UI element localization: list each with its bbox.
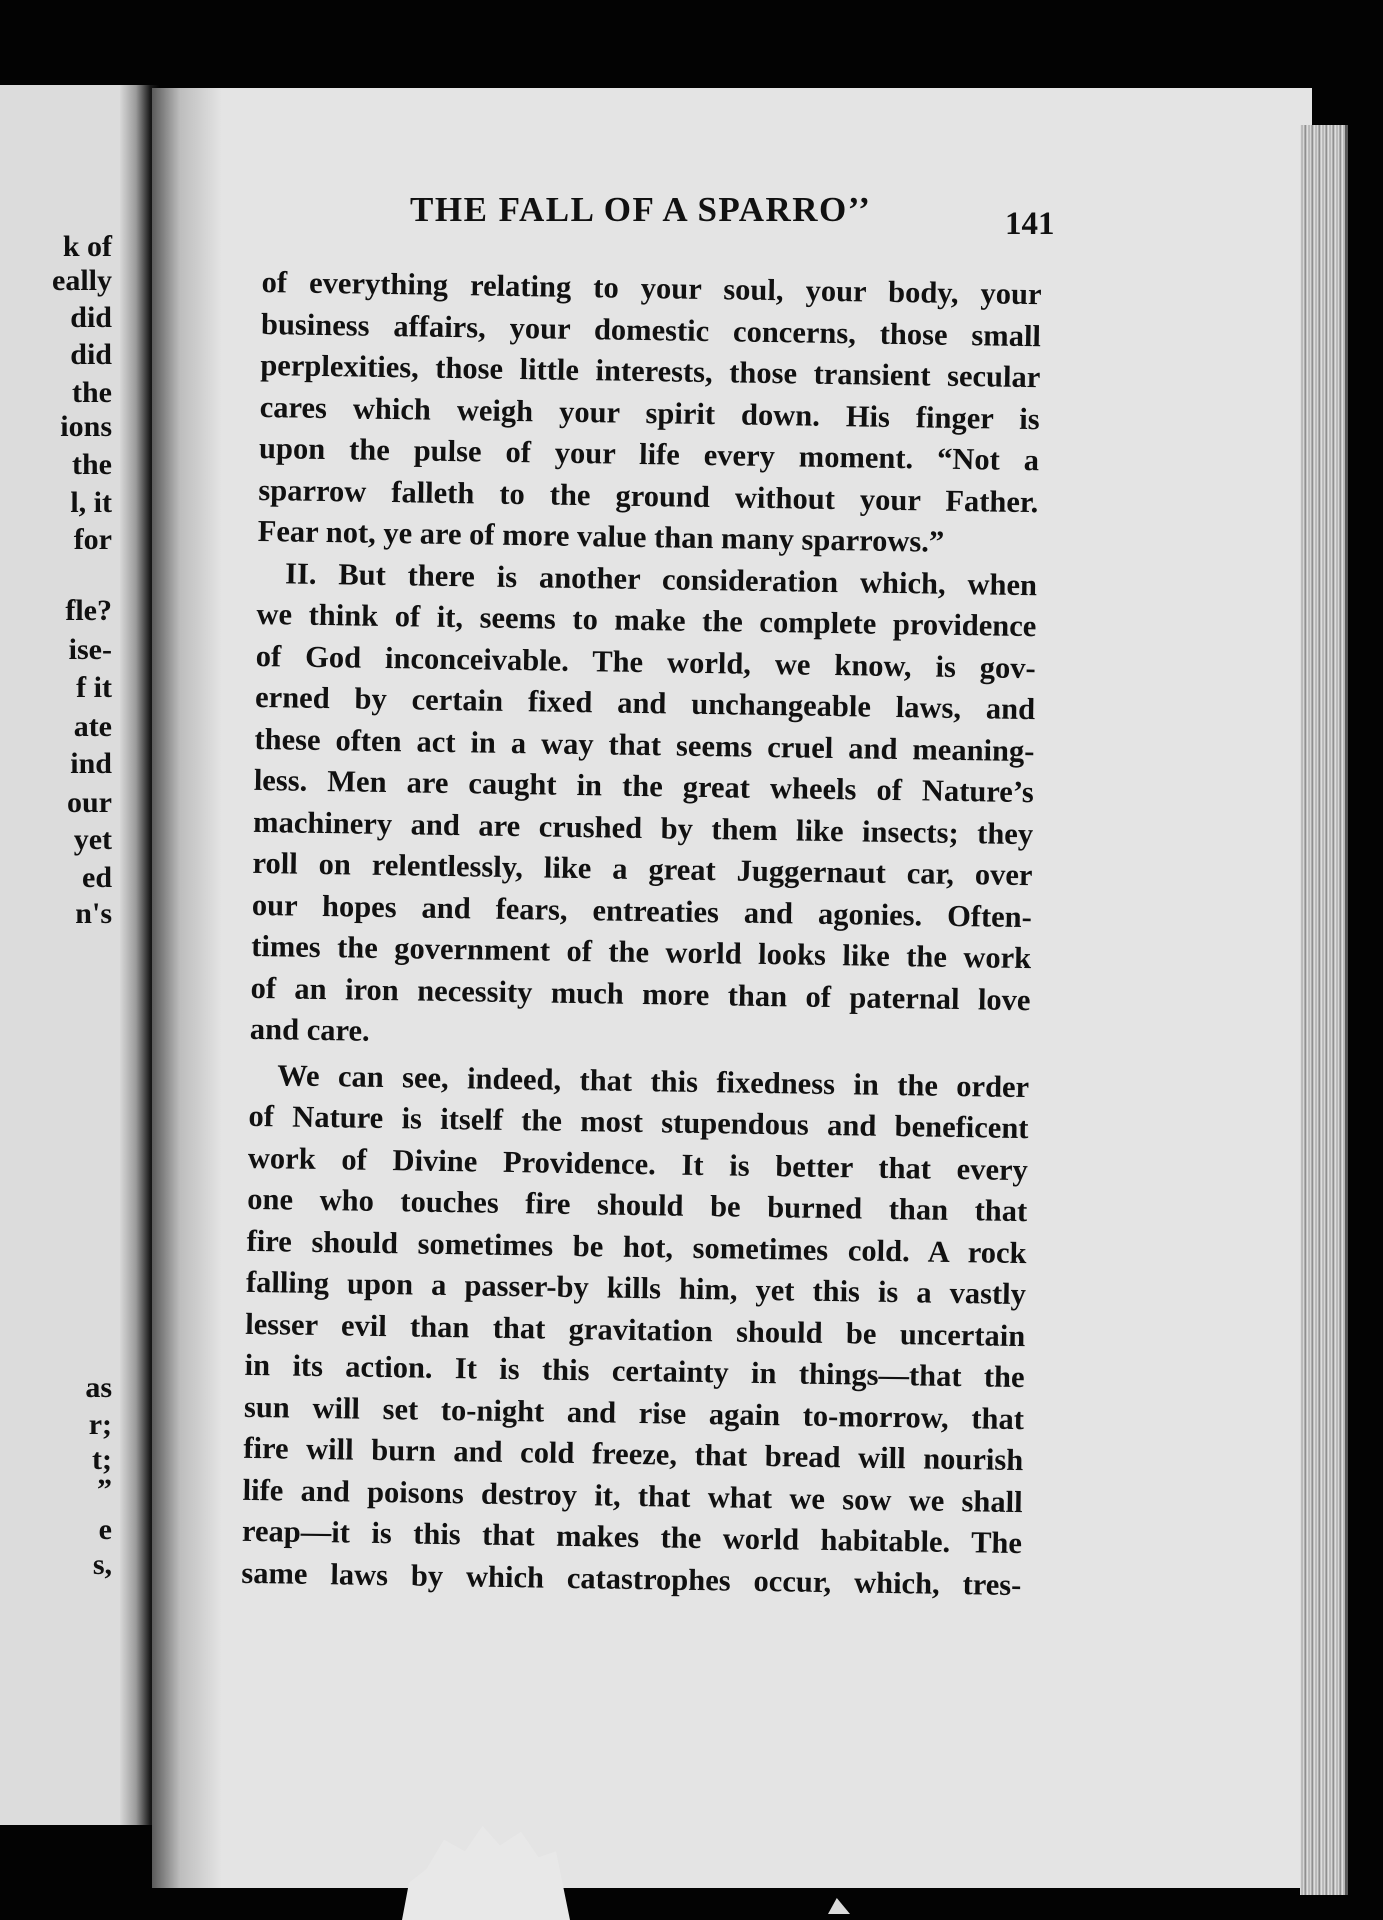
text-line: sparrow falleth to the ground without your Father.	[258, 472, 1039, 519]
text-line: of God inconceivable. The world, we know, is gov-	[255, 638, 1036, 685]
left-page-fragment: as	[85, 1371, 112, 1404]
text-line: times the government of the world looks like the work	[250, 928, 1032, 976]
left-page-fragment: eally	[52, 264, 112, 297]
text-line: less. Men are caught in the great wheels of Nature’s	[253, 762, 1035, 810]
left-page-fragment: did	[70, 338, 112, 371]
left-page-fragment: yet	[73, 823, 112, 856]
text-line: erned by certain fixed and unchangeable laws, and	[254, 679, 1036, 727]
left-page-fragment: ”	[97, 1473, 112, 1506]
left-page-fragment: ions	[60, 410, 112, 443]
text-line: lesser evil than that gravitation should be uncertain	[245, 1306, 1026, 1353]
text-line: reap—it is this that makes the world habitable. The	[241, 1513, 1023, 1561]
body-text	[241, 262, 1042, 1606]
text-line: We can see, indeed, that this fixedness in the order	[276, 1057, 1030, 1104]
left-page-fragment: n's	[75, 897, 112, 930]
text-line: roll on relentlessly, like a great Juggernaut car, over	[252, 845, 1033, 893]
left-page-fragment: did	[70, 301, 112, 334]
running-head: THE FALL OF A SPARRO’’	[410, 190, 872, 229]
left-page-fragment: e	[98, 1513, 112, 1546]
text-line: one who touches fire should be burned than that	[247, 1181, 1028, 1229]
text-line: same laws by which catastrophes occur, which, tres-	[241, 1555, 1022, 1602]
text-line: falling upon a passer-by kills him, yet this is a vastly	[245, 1264, 1027, 1312]
text-line: our hopes and fears, entreaties and agonies. Often-	[251, 887, 1033, 934]
text-line: fire will burn and cold freeze, that bread will nourish	[243, 1430, 1024, 1478]
text-line: we think of it, seems to make the complete providence	[256, 596, 1037, 644]
left-page-fragment: the	[72, 448, 112, 481]
text-line: in its action. It is this certainty in things—that the	[244, 1347, 1025, 1395]
text-line: Fear not, ye are of more value than many sparrows.”	[257, 513, 945, 559]
text-line: of Nature is itself the most stupendous and beneficent	[248, 1098, 1029, 1146]
text-line: of an iron necessity much more than of paternal love	[250, 970, 1031, 1017]
text-line: machinery and are crushed by them like insects; they	[252, 804, 1034, 851]
page-number: 141	[1005, 206, 1055, 242]
text-line: II. But there is another consideration which, when	[284, 555, 1038, 602]
text-line: cares which weigh your spirit down. His finger is	[259, 389, 1040, 436]
paper-speck	[828, 1898, 850, 1914]
left-page-fragment: ind	[70, 747, 112, 780]
left-page-fragment: s,	[92, 1548, 112, 1581]
left-page-fragment: k of	[62, 230, 112, 263]
text-line: fire should sometimes be hot, sometimes cold. A rock	[246, 1223, 1027, 1270]
left-page-fragment: t;	[92, 1443, 112, 1476]
left-page-fragment: r;	[88, 1408, 112, 1441]
left-page-fragment: l, it	[70, 486, 112, 519]
text-line: work of Divine Providence. It is better that every	[247, 1140, 1029, 1187]
text-line: sun will set to-night and rise again to-morrow, that	[243, 1389, 1025, 1436]
left-page-fragment: ate	[73, 710, 112, 743]
gutter-shadow	[152, 88, 222, 1888]
left-page-fragment: f it	[76, 671, 112, 704]
text-line: of everything relating to your soul, your body, your	[261, 264, 1042, 312]
text-line: perplexities, those little interests, those transient secular	[260, 347, 1041, 395]
text-line: business affairs, your domestic concerns, those small	[260, 306, 1042, 353]
left-page-fragment: our	[67, 786, 112, 819]
text-line: upon the pulse of your life every moment. “Not a	[258, 430, 1040, 478]
text-line: these often act in a way that seems cruel and meaning-	[254, 721, 1035, 768]
left-page-fragment: ed	[82, 861, 112, 894]
left-page-fragment: the	[72, 376, 112, 409]
text-line: and care.	[249, 1011, 370, 1048]
left-page-fragment: fle?	[65, 594, 112, 627]
page-edges	[1300, 125, 1348, 1895]
text-line: life and poisons destroy it, that what we sow we shall	[242, 1472, 1023, 1519]
left-page-fragment: ise-	[68, 633, 112, 666]
left-page-fragment: for	[73, 523, 112, 556]
left-page	[0, 85, 160, 1825]
